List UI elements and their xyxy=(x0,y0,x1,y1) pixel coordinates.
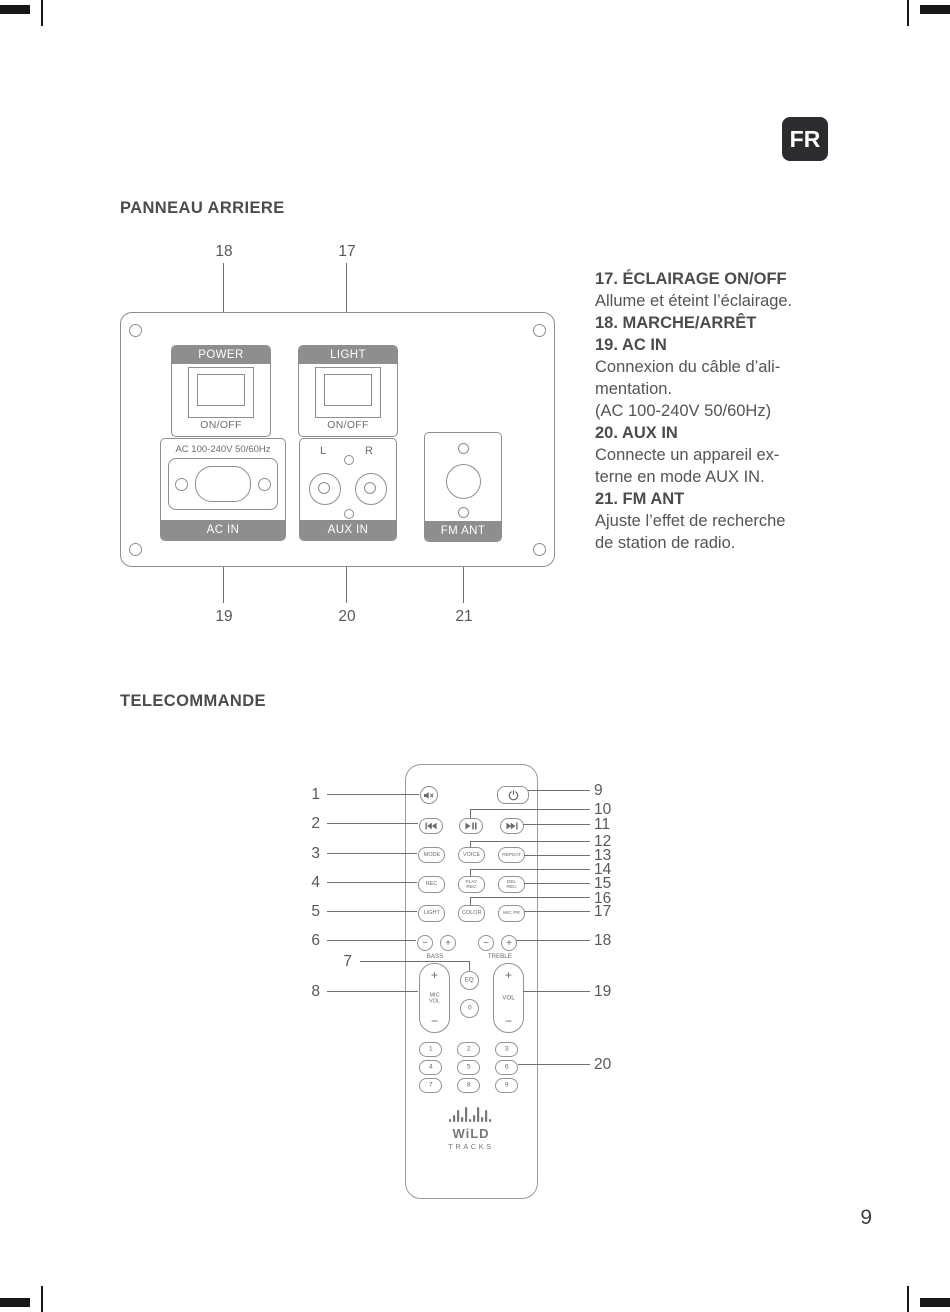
rear-panel-legend xyxy=(595,268,860,554)
ac-in-label: AC IN xyxy=(161,520,285,540)
power-button xyxy=(497,786,529,804)
callout-18: 18 xyxy=(215,243,233,260)
mic-vol-label xyxy=(427,992,443,1004)
keypad-1-button xyxy=(419,1042,442,1057)
aux-right-jack-pin xyxy=(364,482,376,494)
callout-19b: 19 xyxy=(594,983,612,1000)
callout-line xyxy=(223,567,224,603)
callout-line xyxy=(470,897,590,898)
aux-left-jack xyxy=(309,473,341,505)
callout-line xyxy=(327,794,419,795)
mode-label: MODE xyxy=(423,851,440,858)
remote-heading: TELECOMMANDE xyxy=(120,692,266,710)
del-rec-line2: REC xyxy=(506,884,517,890)
legend-line: terne en mode AUX IN. xyxy=(595,468,765,486)
aux-right-label: R xyxy=(365,445,373,457)
ac-spec-label: AC 100-240V 50/60Hz xyxy=(175,444,271,455)
zero-button xyxy=(460,999,479,1018)
callout-17b: 17 xyxy=(594,903,612,920)
rec-label: REC xyxy=(425,881,438,888)
light-button xyxy=(418,905,445,922)
callout-line xyxy=(523,991,590,992)
bass-minus-button: − xyxy=(417,935,433,951)
rec-button xyxy=(418,876,445,893)
crop-mark xyxy=(41,1286,43,1312)
mic-vol-line1: MIC xyxy=(429,991,440,998)
light-switch-rocker xyxy=(324,374,372,406)
legend-line: de station de radio. xyxy=(595,534,736,552)
bass-group-label: BASS xyxy=(426,953,444,960)
callout-line xyxy=(327,911,417,912)
legend-line: Ajuste l’effet de recherche xyxy=(595,512,786,530)
callout-line xyxy=(524,911,590,912)
callout-18b: 18 xyxy=(594,932,612,949)
legend-line: (AC 100-240V 50/60Hz) xyxy=(595,402,772,420)
previous-button xyxy=(419,818,443,834)
ac-inlet xyxy=(195,466,251,502)
mic-vol-rocker xyxy=(419,963,450,1033)
play-rec-line1: PLAY xyxy=(465,878,478,885)
language-badge: FR xyxy=(782,117,828,161)
screw-icon xyxy=(458,507,469,518)
equalizer-bars-icon xyxy=(447,1106,495,1122)
callout-6: 6 xyxy=(311,932,320,949)
vol-label: VOL xyxy=(502,994,515,1002)
mic-vol-plus: + xyxy=(430,968,438,982)
callout-3: 3 xyxy=(311,845,320,862)
screw-icon xyxy=(129,324,142,337)
callout-line xyxy=(470,869,471,876)
keypad-7-button xyxy=(419,1078,442,1093)
callout-line xyxy=(470,897,471,905)
keypad-4-button xyxy=(419,1060,442,1075)
mode-button xyxy=(418,847,445,863)
callout-4: 4 xyxy=(311,874,320,891)
color-label: COLOR xyxy=(461,910,482,917)
keypad-1-label: 1 xyxy=(428,1045,433,1053)
ac-socket xyxy=(168,458,278,510)
keypad-3-label: 3 xyxy=(504,1045,509,1053)
del-rec-label xyxy=(506,879,516,889)
keypad-5-label: 5 xyxy=(466,1063,471,1071)
callout-line xyxy=(524,883,590,884)
crop-mark xyxy=(41,0,43,26)
screw-icon xyxy=(533,543,546,556)
aux-right-jack xyxy=(355,473,387,505)
treble-group-label: TREBLE xyxy=(487,953,512,960)
callout-13: 13 xyxy=(594,847,612,864)
eq-button xyxy=(460,971,479,990)
screw-icon xyxy=(129,543,142,556)
callout-line xyxy=(327,991,418,992)
repeat-button xyxy=(498,847,525,863)
callout-16: 16 xyxy=(594,890,612,907)
keypad-8-label: 8 xyxy=(466,1081,471,1089)
crop-mark xyxy=(907,0,909,26)
fm-ant-connector xyxy=(446,464,481,499)
legend-line: 18. MARCHE/ARRÊT xyxy=(595,314,757,332)
play-pause-button xyxy=(459,818,483,834)
callout-11: 11 xyxy=(594,816,611,833)
vol-rocker xyxy=(493,963,524,1033)
aux-left-label: L xyxy=(319,445,327,457)
light-switch xyxy=(315,367,381,418)
legend-line: 17. ÉCLAIRAGE ON/OFF xyxy=(595,270,787,288)
mic-vol-line2: VOL xyxy=(428,998,440,1005)
treble-minus-button: − xyxy=(478,935,494,951)
brand-name: WiLD xyxy=(452,1126,490,1141)
light-onoff-label: ON/OFF xyxy=(327,419,369,431)
next-button xyxy=(500,818,524,834)
rear-panel-heading: PANNEAU ARRIERE xyxy=(120,199,285,217)
callout-2: 2 xyxy=(311,815,320,832)
callout-10: 10 xyxy=(594,801,612,818)
callout-7: 7 xyxy=(343,953,352,970)
callout-line xyxy=(518,1064,590,1065)
mic-pr-label: MIC PR xyxy=(503,910,520,916)
power-module-label: POWER xyxy=(172,346,270,364)
keypad-4-label: 4 xyxy=(428,1063,433,1071)
screw-icon xyxy=(258,478,271,491)
callout-line xyxy=(470,809,471,818)
callout-line xyxy=(516,940,590,941)
play-rec-line2: REC xyxy=(466,884,477,890)
crop-mark xyxy=(0,5,30,14)
legend-line: Allume et éteint l’éclairage. xyxy=(595,292,793,310)
treble-plus-button: + xyxy=(501,935,517,951)
keypad-8-button xyxy=(457,1078,480,1093)
callout-line xyxy=(524,855,590,856)
vol-plus: + xyxy=(504,968,512,982)
play-rec-button xyxy=(458,876,485,893)
next-icon xyxy=(506,822,518,830)
callout-line xyxy=(463,567,464,603)
aux-in-module xyxy=(299,438,397,541)
callout-9: 9 xyxy=(594,782,603,799)
mute-button xyxy=(420,786,438,804)
callout-line xyxy=(470,869,590,870)
keypad-7-label: 7 xyxy=(428,1081,433,1089)
crop-mark xyxy=(0,1298,30,1307)
screw-icon xyxy=(533,324,546,337)
screw-icon xyxy=(175,478,188,491)
callout-line xyxy=(528,790,590,791)
power-switch-rocker xyxy=(197,374,245,406)
keypad-6-label: 6 xyxy=(504,1063,509,1071)
legend-line: 19. AC IN xyxy=(595,336,667,354)
power-module xyxy=(171,345,271,437)
light-module-label: LIGHT xyxy=(299,346,397,364)
callout-line xyxy=(523,824,590,825)
screw-icon xyxy=(344,509,354,519)
callout-line xyxy=(327,823,418,824)
callout-20b: 20 xyxy=(594,1056,612,1073)
crop-mark xyxy=(907,1286,909,1312)
light-label: LIGHT xyxy=(423,910,440,917)
callout-14: 14 xyxy=(594,861,612,878)
play-rec-label xyxy=(466,879,478,889)
brand-sub: TRACKS xyxy=(448,1141,494,1151)
callout-line xyxy=(470,841,590,842)
vol-minus: − xyxy=(504,1014,512,1028)
color-button xyxy=(458,905,485,922)
del-rec-button xyxy=(498,876,525,893)
legend-line: 20. AUX IN xyxy=(595,424,678,442)
keypad-9-button xyxy=(495,1078,518,1093)
repeat-label: REPEAT xyxy=(502,852,521,858)
remote-control-diagram xyxy=(405,764,538,1199)
keypad-9-label: 9 xyxy=(504,1081,509,1089)
screw-icon xyxy=(344,455,354,465)
callout-line xyxy=(327,940,416,941)
keypad-2-label: 2 xyxy=(466,1045,471,1053)
fm-ant-module xyxy=(424,432,502,542)
power-icon xyxy=(508,790,519,801)
power-onoff-label: ON/OFF xyxy=(200,419,242,431)
aux-in-label: AUX IN xyxy=(300,520,396,540)
mute-icon xyxy=(424,791,434,800)
callout-8: 8 xyxy=(311,983,320,1000)
light-module xyxy=(298,345,398,437)
callout-20: 20 xyxy=(338,608,356,625)
mic-pr-button xyxy=(498,905,525,922)
previous-icon xyxy=(425,822,437,830)
rear-panel-diagram xyxy=(120,312,555,567)
legend-line: Connecte un appareil ex- xyxy=(595,446,780,464)
keypad-6-button xyxy=(495,1060,518,1075)
keypad-5-button xyxy=(457,1060,480,1075)
fm-ant-label: FM ANT xyxy=(425,521,501,541)
mic-vol-minus: − xyxy=(430,1014,438,1028)
crop-mark xyxy=(920,1298,950,1307)
screw-icon xyxy=(458,443,469,454)
keypad-3-button xyxy=(495,1042,518,1057)
bass-plus-button: + xyxy=(440,935,456,951)
callout-12: 12 xyxy=(594,833,612,850)
power-switch xyxy=(188,367,254,418)
callout-5: 5 xyxy=(311,903,320,920)
legend-line: Connexion du câble d’ali- xyxy=(595,358,781,376)
eq-label: EQ xyxy=(465,976,474,984)
zero-label: 0 xyxy=(467,1004,472,1012)
legend-line: mentation. xyxy=(595,380,673,398)
callout-line xyxy=(470,809,590,810)
play-pause-icon xyxy=(465,822,477,830)
callout-1: 1 xyxy=(311,786,320,803)
callout-line xyxy=(360,961,470,962)
aux-left-jack-pin xyxy=(318,482,330,494)
callout-15: 15 xyxy=(594,875,612,892)
callout-line xyxy=(327,882,417,883)
ac-in-module xyxy=(160,438,286,541)
callout-line xyxy=(346,567,347,603)
del-rec-line1: DEL xyxy=(506,878,517,885)
callout-19: 19 xyxy=(215,608,233,625)
brand-logo xyxy=(426,1106,516,1152)
page-number: 9 xyxy=(860,1206,872,1229)
callout-line xyxy=(470,841,471,847)
callout-21: 21 xyxy=(455,608,473,625)
legend-line: 21. FM ANT xyxy=(595,490,685,508)
keypad-2-button xyxy=(457,1042,480,1057)
voice-button xyxy=(458,847,485,863)
crop-mark xyxy=(920,5,950,14)
callout-line xyxy=(327,853,417,854)
voice-label: VOICE xyxy=(462,851,481,858)
callout-17: 17 xyxy=(338,243,356,260)
callout-line xyxy=(469,961,470,971)
